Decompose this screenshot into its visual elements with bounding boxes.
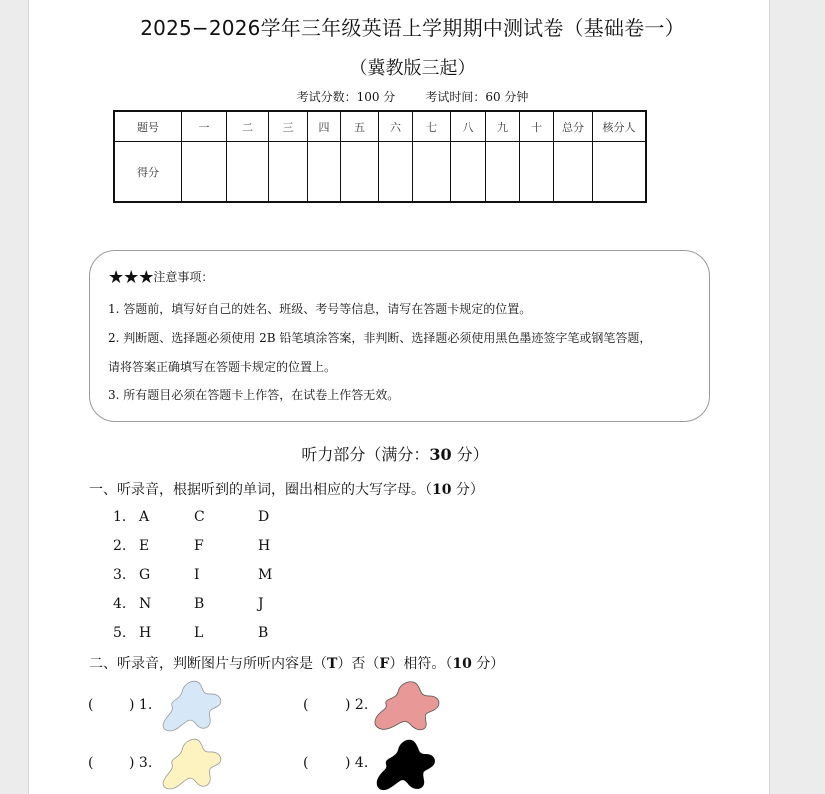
column-header: 五 xyxy=(341,111,379,142)
option-letter[interactable]: L xyxy=(194,625,204,641)
item-number: 1. xyxy=(113,509,127,525)
question-1-title xyxy=(89,479,484,499)
q2-title-text: 二、听录音，判断图片与所听内容是（ xyxy=(89,656,327,672)
item-label: ) 2. xyxy=(345,697,369,713)
notice-line: 2. 判断题、选择题必须使用 2B 铅笔填涂答案，非判断、选择题必须使用黑色墨迹签字笔或钢笔答题， xyxy=(108,331,652,345)
blob-light-blue-image xyxy=(160,678,226,734)
header-label: 题号 xyxy=(114,111,182,142)
column-header: 四 xyxy=(308,111,341,142)
notice-heading-text: 注意事项： xyxy=(153,270,214,284)
score-cell xyxy=(486,142,520,203)
q1-title-text: 一、听录音，根据听到的单词，圈出相应的大写字母。（ xyxy=(89,482,432,498)
option-letter[interactable]: N xyxy=(139,596,152,612)
score-cell xyxy=(269,142,308,203)
q2-title-suffix: 分） xyxy=(471,656,505,672)
question-2-title xyxy=(89,653,504,673)
blob-salmon-image xyxy=(372,678,444,734)
option-letter[interactable]: A xyxy=(139,509,150,525)
notice-line: 3. 所有题目必须在答题卡上作答，在试卷上作答无效。 xyxy=(108,388,400,402)
option-letter[interactable]: B xyxy=(194,596,205,612)
score-cell xyxy=(308,142,341,203)
item-number: 2. xyxy=(113,538,127,554)
column-header: 核分人 xyxy=(593,111,647,142)
option-letter[interactable]: H xyxy=(139,625,152,641)
column-header: 一 xyxy=(182,111,227,142)
notice-box xyxy=(89,250,710,422)
score-cell xyxy=(554,142,593,203)
option-letter[interactable]: H xyxy=(258,538,271,554)
score-table-header-row xyxy=(114,111,646,142)
answer-blank-open[interactable]: ( xyxy=(88,697,94,713)
section-score: 30 xyxy=(429,445,452,464)
score-cell xyxy=(593,142,647,203)
answer-blank-open[interactable]: ( xyxy=(303,697,309,713)
option-letter[interactable]: M xyxy=(258,567,273,583)
star-icon: ★★★ xyxy=(108,267,154,288)
document-subtitle: （冀教版三起） xyxy=(349,58,476,79)
item-label: ) 4. xyxy=(345,755,369,771)
blob-pale-yellow-image xyxy=(160,736,226,792)
option-letter[interactable]: I xyxy=(194,567,200,583)
option-letter[interactable]: B xyxy=(258,625,269,641)
section-title-prefix: 听力部分（满分： xyxy=(301,445,430,464)
answer-blank-open[interactable]: ( xyxy=(303,755,309,771)
option-letter[interactable]: J xyxy=(258,596,264,612)
q2-title-text: ）否（ xyxy=(337,656,380,672)
column-header: 十 xyxy=(520,111,554,142)
row-label: 得分 xyxy=(114,142,182,203)
option-letter[interactable]: G xyxy=(139,567,151,583)
notice-line: 1. 答题前，填写好自己的姓名、班级、考号等信息，请写在答题卡规定的位置。 xyxy=(108,302,532,316)
column-header: 六 xyxy=(379,111,413,142)
score-cell xyxy=(341,142,379,203)
score-cell xyxy=(182,142,227,203)
score-cell xyxy=(451,142,486,203)
item-number: 3. xyxy=(113,567,127,583)
option-letter[interactable]: F xyxy=(194,538,204,554)
exam-time: 考试时间：60 分钟 xyxy=(425,90,529,104)
item-label: ) 3. xyxy=(129,755,153,771)
column-header: 七 xyxy=(413,111,451,142)
score-table xyxy=(113,110,647,203)
false-marker: F xyxy=(379,656,390,672)
listening-section-title xyxy=(0,442,790,465)
column-header: 九 xyxy=(486,111,520,142)
notice-line: 请将答案正确填写在答题卡规定的位置上。 xyxy=(108,360,337,374)
exam-info xyxy=(0,88,825,105)
option-letter[interactable]: E xyxy=(139,538,150,554)
score-cell xyxy=(413,142,451,203)
column-header: 二 xyxy=(227,111,269,142)
column-header: 八 xyxy=(451,111,486,142)
option-letter[interactable]: C xyxy=(194,509,205,525)
item-number: 4. xyxy=(113,596,127,612)
score-table-score-row xyxy=(114,142,646,203)
blob-black-image xyxy=(374,736,440,794)
column-header: 总分 xyxy=(554,111,593,142)
q1-score: 10 xyxy=(432,482,452,498)
q2-score: 10 xyxy=(452,656,472,672)
answer-blank-open[interactable]: ( xyxy=(88,755,94,771)
item-label: ) 1. xyxy=(129,697,153,713)
section-title-suffix: 分） xyxy=(451,445,489,464)
q1-title-suffix: 分） xyxy=(451,482,484,498)
exam-score: 考试分数：100 分 xyxy=(296,90,396,104)
document-title: 2025−2026学年三年级英语上学期期中测试卷（基础卷一） xyxy=(140,16,685,40)
q2-title-text: ）相符。（ xyxy=(389,656,453,672)
score-cell xyxy=(379,142,413,203)
option-letter[interactable]: D xyxy=(258,509,270,525)
column-header: 三 xyxy=(269,111,308,142)
item-number: 5. xyxy=(113,625,127,641)
score-cell xyxy=(520,142,554,203)
notice-heading xyxy=(108,267,213,288)
score-cell xyxy=(227,142,269,203)
true-marker: T xyxy=(327,656,338,672)
